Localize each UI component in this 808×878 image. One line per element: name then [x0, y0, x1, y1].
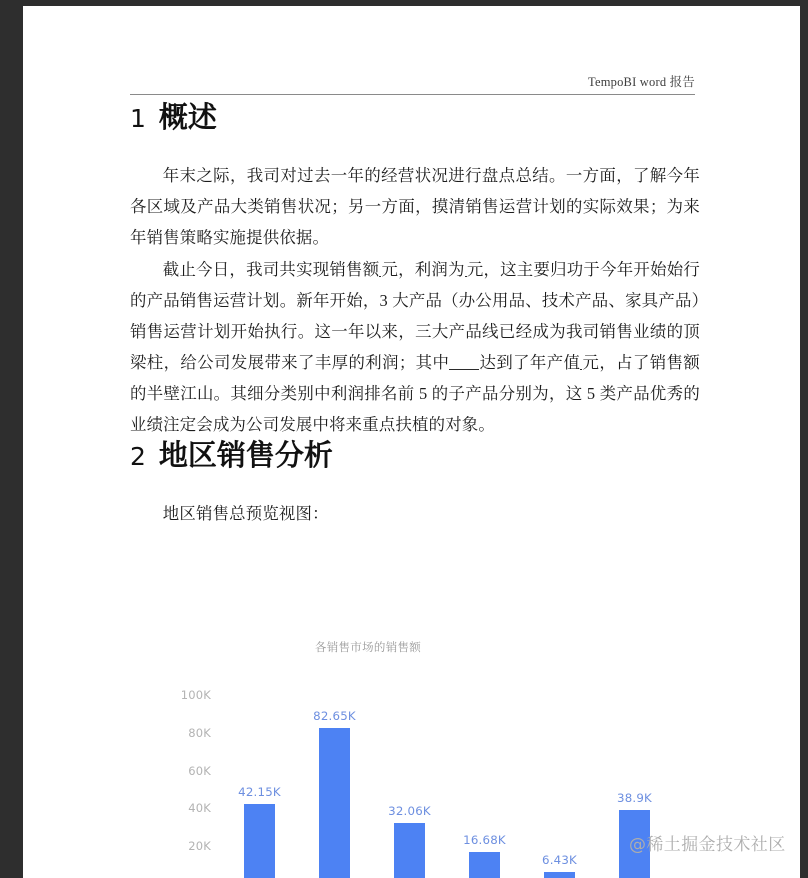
chart-y-tick: 100K	[180, 687, 211, 702]
chart-bar[interactable]	[469, 852, 500, 878]
blank-fill-product	[449, 353, 479, 370]
heading-2-number: 2	[130, 441, 146, 471]
sales-bar-chart	[153, 618, 693, 878]
chart-y-axis	[153, 676, 211, 878]
chart-caption: 地区销售总预览视图：	[162, 503, 329, 523]
paragraph-2-part-a: 截止今日，我司共实现销售额	[162, 259, 380, 279]
heading-section-1	[130, 102, 700, 134]
chart-bar[interactable]	[394, 823, 425, 878]
chart-plot-area	[153, 676, 693, 878]
chart-bar[interactable]	[244, 804, 275, 878]
chart-y-tick: 40K	[188, 801, 211, 816]
chart-bar[interactable]	[544, 872, 575, 878]
document-content	[130, 102, 700, 524]
paragraph-2-part-d: 达到了年产值	[479, 352, 581, 372]
chart-bar-label: 32.06K	[388, 804, 431, 819]
heading-2-title: 地区销售分析	[158, 437, 333, 472]
chart-bar-label: 82.65K	[313, 708, 356, 723]
chart-title: 各销售市场的销售额	[314, 640, 422, 654]
chart-bar-label: 16.68K	[463, 833, 506, 848]
chart-y-tick: 80K	[188, 725, 211, 740]
paragraph-2-part-b: 元，利润为	[381, 259, 465, 279]
paragraph-2	[130, 254, 700, 440]
heading-1-number: 1	[130, 104, 146, 133]
chart-y-tick: 60K	[188, 763, 211, 778]
chart-bar-label: 42.15K	[238, 785, 281, 800]
running-header-text: TempoBI word 报告	[588, 75, 695, 89]
running-header	[130, 72, 695, 95]
document-page	[23, 6, 800, 878]
chart-bars-group	[217, 676, 693, 878]
paragraph-2-part-c: 元，这主要归功于今年开始始行的产品销售运营计划。新年开始，3 大产品（办公用品、技术产品、家具产品）销售运营计划开始执行。这一年以来，三大产品线已经成为我司销售业绩的顶梁柱，给公司发展带来了丰厚的利润；其中	[130, 259, 700, 372]
paragraph-2-part-e: 元，占了销售额的半壁江山。其细分类别中利润排名前 5 的子产品分别为，这 5 类产品优秀的业绩注定会成为公司发展中将来重点扶植的对象。	[130, 352, 700, 434]
chart-bar-label: 6.43K	[541, 852, 578, 867]
paragraph-1: 年末之际，我司对过去一年的经营状况进行盘点总结。一方面，了解今年各区域及产品大类销售状况；另一方面，摸清销售运营计划的实际效果；为来年销售策略实施提供依据。	[130, 165, 700, 247]
chart-bar[interactable]	[319, 728, 350, 878]
chart-y-tick: 20K	[188, 839, 211, 854]
chart-bar-label: 38.9K	[616, 791, 653, 806]
heading-section-2	[130, 437, 700, 472]
watermark: @稀土掘金技术社区	[629, 835, 786, 855]
heading-1-title: 概述	[158, 100, 217, 134]
